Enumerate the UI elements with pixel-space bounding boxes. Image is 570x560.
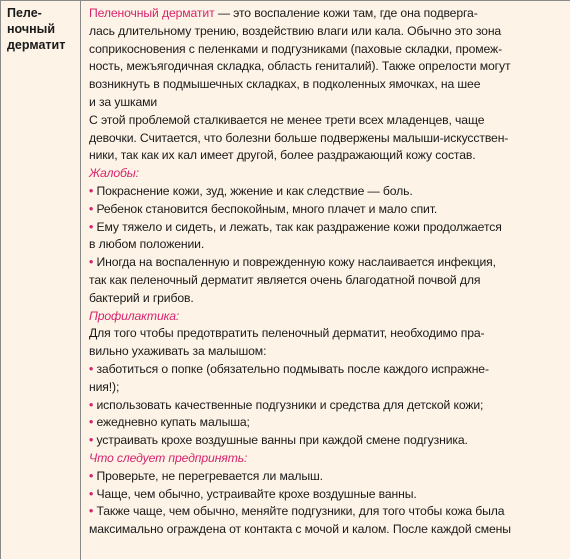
- action-item: • Чаще, чем обычно, устраивайте крохе воздушные ванны.: [89, 486, 417, 501]
- bullet-icon: •: [89, 486, 94, 501]
- complaint-item-continued: бактерий и грибов.: [89, 290, 194, 305]
- prevention-intro: Для того чтобы предотвратить пеленочный дерматит, необходимо пра-: [89, 326, 485, 341]
- bullet-icon: •: [89, 397, 94, 412]
- prevention-item-continued: ния!);: [89, 379, 120, 394]
- term-line: Пеле-: [7, 6, 42, 20]
- definition-line: лась длительному трению, воздействию влаги или кала. Обычно это зона: [89, 23, 502, 38]
- prevalence-line: девочки. Считается, что болезни больше подвержены малыши-искусствен-: [89, 130, 509, 145]
- definition-line: возникнуть в подмышечных складках, в подколенных ямочках, на шее: [89, 77, 481, 92]
- prevalence-line: С этой проблемой сталкивается не менее трети всех младенцев, чаще: [89, 112, 485, 127]
- complaint-item: • Ребенок становится беспокойным, много плачет и мало спит.: [89, 201, 438, 216]
- bullet-icon: •: [89, 433, 94, 448]
- definition-line: Пеленочный дерматит — это воспаление кожи там, где она подверга-: [89, 6, 478, 20]
- definition-line: и за ушками: [89, 94, 158, 109]
- prevention-heading: Профилактика:: [89, 308, 180, 323]
- action-item-continued: максимально ограждена от контакта с мочой и калом. После каждой смены: [89, 522, 511, 537]
- prevention-intro: вильно ухаживать за малышом:: [89, 344, 267, 359]
- complaint-item-continued: так как пеленочный дерматит является очень благодатной почвой для: [89, 272, 481, 287]
- term-column: [1, 1, 81, 560]
- bullet-icon: •: [89, 415, 94, 430]
- term-line: дерматит: [7, 38, 66, 52]
- complaint-item: • Покраснение кожи, зуд, жжение и как следствие — боль.: [89, 183, 413, 198]
- complaint-item-continued: в любом положении.: [89, 237, 205, 252]
- bullet-icon: •: [89, 183, 94, 198]
- term-line: ночный: [7, 22, 56, 36]
- action-item: • Также чаще, чем обычно, меняйте подгузники, для того чтобы кожа была: [89, 504, 505, 519]
- bullet-icon: •: [89, 361, 94, 376]
- bullet-icon: •: [89, 468, 94, 483]
- term-cell: [7, 5, 73, 53]
- definition-lead: Пеленочный дерматит: [89, 6, 215, 20]
- bullet-icon: •: [89, 255, 94, 270]
- bullet-icon: •: [89, 504, 94, 519]
- prevention-item: • использовать качественные подгузники и средства для детской кожи;: [89, 397, 484, 412]
- bullet-icon: •: [89, 201, 94, 216]
- complaint-item: • Ему тяжело и сидеть, и лежать, так как раздражение кожи продолжается: [89, 219, 502, 234]
- prevalence-line: ники, так как их кал имеет другой, более раздражающий кожу состав.: [89, 148, 476, 163]
- description-column: [82, 1, 570, 560]
- actions-heading: Что следует предпринять:: [89, 450, 248, 465]
- definition-line: соприкосновения с пеленками и подгузниками (паховые складки, промеж-: [89, 41, 503, 56]
- definition-line: ность, межъягодичная складка, область гениталий). Также опрелости могут: [89, 59, 511, 74]
- action-item: • Проверьте, не перегревается ли малыш.: [89, 468, 323, 483]
- prevention-item: • устраивать крохе воздушные ванны при каждой смене подгузника.: [89, 433, 468, 448]
- prevention-item: • ежедневно купать малыша;: [89, 415, 250, 430]
- complaints-heading: Жалобы:: [89, 166, 139, 181]
- bullet-icon: •: [89, 219, 94, 234]
- complaint-item: • Иногда на воспаленную и поврежденную кожу наслаивается инфекция,: [89, 255, 496, 270]
- prevention-item: • заботиться о попке (обязательно подмывать после каждого испражне-: [89, 361, 489, 376]
